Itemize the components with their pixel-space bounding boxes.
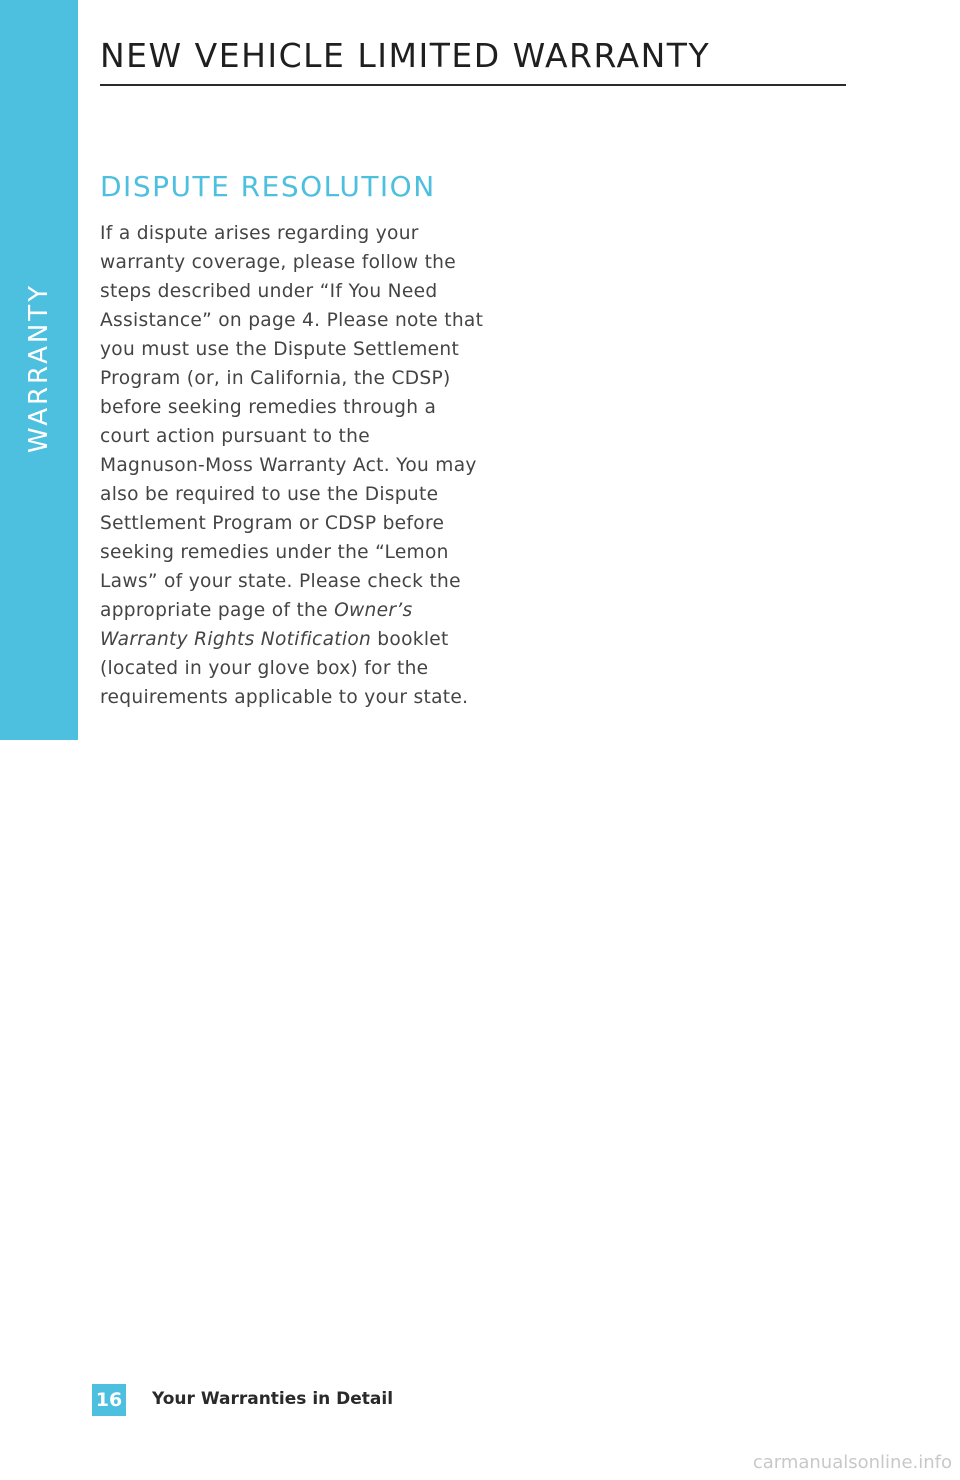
footer-section-title: Your Warranties in Detail bbox=[152, 1389, 394, 1409]
body-line: Assistance” on page 4. Please note that bbox=[100, 310, 484, 331]
booklet-title-part2: Warranty Rights Notification bbox=[100, 629, 372, 650]
body-line: Settlement Program or CDSP before bbox=[100, 513, 445, 534]
body-line: you must use the Dispute Settlement bbox=[100, 339, 460, 360]
body-line: warranty coverage, please follow the bbox=[100, 252, 456, 273]
body-line: seeking remedies under the “Lemon bbox=[100, 542, 449, 563]
body-text-fragment: appropriate page of the bbox=[100, 600, 335, 621]
booklet-title-part1: Owner’s bbox=[334, 600, 413, 621]
body-text-fragment: booklet bbox=[371, 629, 449, 650]
body-line bbox=[100, 625, 472, 654]
watermark: carmanualsonline.info bbox=[752, 1452, 952, 1473]
body-line: If a dispute arises regarding your bbox=[100, 223, 419, 244]
body-line: Magnuson-Moss Warranty Act. You may bbox=[100, 455, 477, 476]
side-tab bbox=[0, 0, 78, 740]
body-line: Laws” of your state. Please check the bbox=[100, 571, 461, 592]
section-heading: DISPUTE RESOLUTION bbox=[100, 170, 436, 203]
page-title: NEW VEHICLE LIMITED WARRANTY bbox=[100, 36, 711, 75]
title-divider bbox=[100, 84, 846, 86]
page-number-badge: 16 bbox=[92, 1384, 126, 1416]
body-line: steps described under “If You Need bbox=[100, 281, 438, 302]
side-tab-label: WARRANTY bbox=[24, 282, 54, 454]
body-line: (located in your glove box) for the bbox=[100, 658, 429, 679]
body-line bbox=[100, 596, 472, 625]
body-line: also be required to use the Dispute bbox=[100, 484, 439, 505]
body-line: Program (or, in California, the CDSP) bbox=[100, 368, 451, 389]
body-line: court action pursuant to the bbox=[100, 426, 370, 447]
body-line: before seeking remedies through a bbox=[100, 397, 437, 418]
body-line: requirements applicable to your state. bbox=[100, 687, 469, 708]
body-paragraph bbox=[100, 219, 484, 712]
